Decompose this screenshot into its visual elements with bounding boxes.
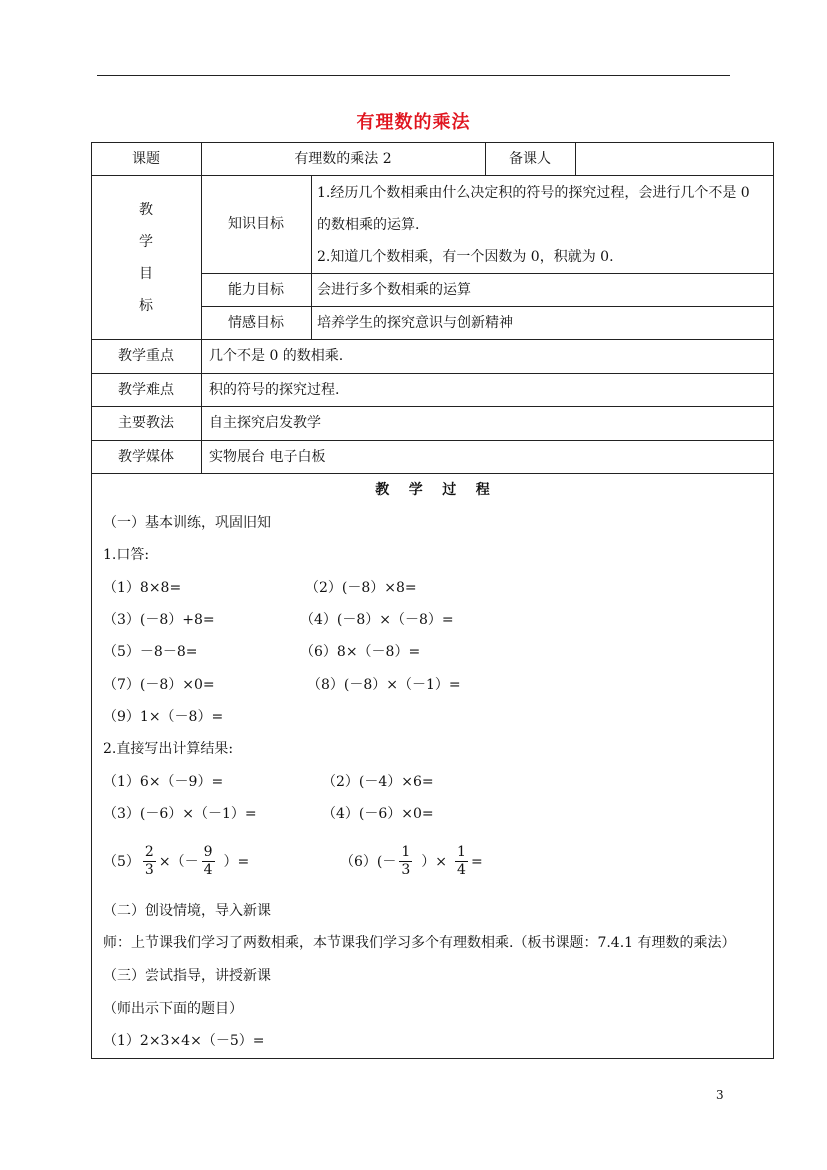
info-row-value: 几个不是 0 的数相乘. xyxy=(209,348,344,364)
teacher-shows-note: （师出示下面的题目） xyxy=(103,1001,243,1017)
topic-label: 课题 xyxy=(132,151,160,167)
question-1-title: 1.口答: xyxy=(103,547,150,563)
header-rule xyxy=(97,75,730,76)
section-1-heading: （一）基本训练，巩固旧知 xyxy=(103,515,271,531)
lesson-plan-table xyxy=(91,142,774,1058)
fraction: $\frac{1}{4}$ xyxy=(457,844,466,878)
knowledge-goal-line-3: 2.知道几个数相乘，有一个因数为 0，积就为 0. xyxy=(317,249,614,265)
fraction: $\frac{2}{3}$ xyxy=(144,844,154,878)
info-row-label: 教学难点 xyxy=(118,382,174,398)
knowledge-goal-line-1: 1.经历几个数相乘由什么决定积的符号的探究过程，会进行几个不是 0 xyxy=(317,185,750,201)
section-3-heading: （三）尝试指导，讲授新课 xyxy=(103,968,271,984)
calc-item-fraction: （5） $\frac{2}{3}$ ×（－ $\frac{9}{4}$ ）= xyxy=(103,844,250,878)
question-2-title: 2.直接写出计算结果: xyxy=(103,741,234,757)
preparer-label: 备课人 xyxy=(509,151,551,167)
fraction: $\frac{1}{3}$ xyxy=(401,844,411,878)
oral-item: （8）(－8）×（－1）= xyxy=(307,677,461,693)
info-row-value: 实物展台 电子白板 xyxy=(209,449,326,465)
oral-item: （5）－8－8= xyxy=(103,644,198,660)
calc-item: （1）6×（－9）= xyxy=(103,774,224,790)
topic-value: 有理数的乘法 2 xyxy=(294,151,392,167)
goals-group-label: 教 学 目 标 xyxy=(139,202,153,314)
info-row-label: 教学媒体 xyxy=(118,449,174,465)
info-row-value: 自主探究启发教学 xyxy=(209,415,321,431)
emotion-goal-label: 情感目标 xyxy=(228,315,284,331)
oral-item: （3）(－8）+8= xyxy=(103,612,215,628)
oral-item: （9）1×（－8）= xyxy=(103,709,224,725)
oral-item: （4）(－8）×（－8）= xyxy=(300,612,454,628)
emotion-goal-value: 培养学生的探究意识与创新精神 xyxy=(317,315,513,331)
info-row-value: 积的符号的探究过程. xyxy=(209,382,340,398)
knowledge-goal-line-2: 的数相乘的运算. xyxy=(317,217,420,233)
info-row-label: 主要教法 xyxy=(118,415,174,431)
page-title: 有理数的乘法 xyxy=(356,112,471,133)
calc-item-fraction: （6）(－ $\frac{1}{3}$ ）× $\frac{1}{4}$ = xyxy=(340,844,483,878)
teacher-line: 师：上节课我们学习了两数相乘，本节课我们学习多个有理数相乘.（板书课题：7.4.1 有理数的乘法） xyxy=(103,935,736,951)
calc-item: （4）(－6）×0= xyxy=(322,806,434,822)
oral-item: （6）8×（－8）= xyxy=(300,644,421,660)
section-2-heading: （二）创设情境，导入新课 xyxy=(103,903,271,919)
oral-item: （2）(－8）×8= xyxy=(305,580,417,596)
calc-item: （2）(－4）×6= xyxy=(322,774,434,790)
page-number: 3 xyxy=(716,1088,724,1102)
fraction: $\frac{9}{4}$ xyxy=(203,844,213,878)
knowledge-goal-label: 知识目标 xyxy=(228,216,284,232)
calc-item: （3）(－6）×（－1）= xyxy=(103,806,257,822)
info-row-label: 教学重点 xyxy=(118,348,174,364)
ability-goal-value: 会进行多个数相乘的运算 xyxy=(317,282,471,298)
oral-item: （1）8×8= xyxy=(103,580,182,596)
example-problem: （1）2×3×4×（－5）= xyxy=(103,1033,265,1049)
ability-goal-label: 能力目标 xyxy=(228,282,284,298)
oral-item: （7）(－8）×0= xyxy=(103,677,215,693)
process-heading: 教 学 过 程 xyxy=(375,482,490,498)
